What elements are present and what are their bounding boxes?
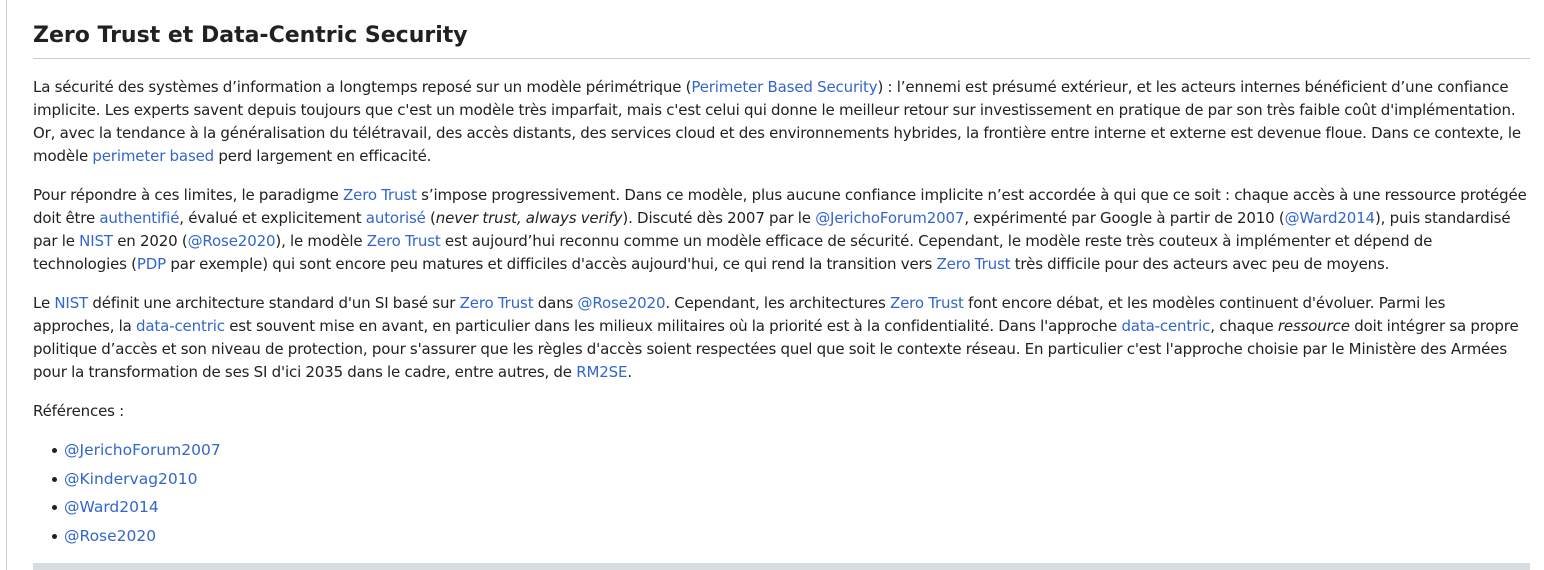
link-autorise[interactable]: autorisé: [365, 209, 426, 227]
link-zero-trust[interactable]: Zero Trust: [343, 186, 417, 204]
text: , chaque: [1210, 317, 1278, 335]
text: Pour répondre à ces limites, le paradigme: [33, 186, 344, 204]
list-item: [64, 496, 1530, 518]
list-item: [64, 468, 1530, 490]
reference-link-jericho-forum-2007[interactable]: @JerichoForum2007: [64, 441, 221, 459]
text: par exemple) qui sont encore peu matures et difficiles d'accès aujourd'hui, ce qui rend la transition vers: [166, 255, 937, 273]
list-item: [64, 439, 1530, 461]
link-rm2se[interactable]: RM2SE: [576, 363, 628, 381]
text: La sécurité des systèmes d’information a longtemps reposé sur un modèle périmétrique (: [33, 78, 692, 96]
link-zero-trust[interactable]: Zero Trust: [366, 232, 441, 250]
text: Le: [33, 294, 55, 312]
bullet-icon: [52, 505, 57, 510]
text: ). Discuté dès 2007 par le: [622, 209, 816, 227]
link-pdp[interactable]: PDP: [136, 255, 167, 273]
reference-link-ward-2014[interactable]: @Ward2014: [64, 498, 159, 517]
list-item: [64, 525, 1530, 547]
references-list: [33, 439, 1530, 547]
paragraph-perimeter: [33, 76, 1530, 168]
bullet-icon: [52, 477, 57, 482]
link-nist[interactable]: NIST: [54, 294, 89, 312]
text: doit intégrer sa propre politique d’accès et son niveau de protection, pour s'assurer que les règles d'accès soient respectées quel que soit le contexte réseau. En particulier c'est l'approche choisie par le Ministère des Armées pour la transformation de ses SI d'ici 2035 dans le cadre, entre autres, de: [33, 317, 1519, 381]
text: .: [627, 363, 632, 381]
bullet-icon: [52, 534, 57, 539]
link-rose-2020[interactable]: @Rose2020: [577, 294, 666, 312]
link-ward-2014[interactable]: @Ward2014: [1284, 209, 1375, 227]
paragraph-data-centric: [33, 292, 1530, 384]
link-nist[interactable]: NIST: [79, 232, 113, 250]
section-divider: [33, 563, 1530, 570]
text: , expérimenté par Google à partir de 2010 (: [964, 209, 1285, 227]
link-data-centric[interactable]: data-centric: [136, 317, 225, 335]
bullet-icon: [52, 448, 57, 453]
text: perd largement en efficacité.: [214, 147, 432, 165]
article-content: [33, 0, 1530, 554]
text: (: [425, 209, 436, 227]
link-zero-trust[interactable]: Zero Trust: [936, 255, 1011, 273]
text: ) : l’ennemi est présumé extérieur, et les acteurs internes bénéficient d’une confiance implicite. Les experts savent depuis toujours que c'est un modèle très imparfait, mais c'est celui qui donne le meilleur retour sur investissement en pratique de par son très faible coût d'implémentation. Or, avec la tendance à la généralisation du télétravail, des accès distants, des services cloud et des environnements hybrides, la frontière entre interne et externe est devenue floue. Dans ce contexte, le modèle: [33, 78, 1521, 165]
emphasis-ressource: ressource: [1277, 317, 1350, 335]
link-rose-2020[interactable]: @Rose2020: [187, 232, 276, 250]
text: ), puis standardisé par le: [33, 209, 1511, 250]
section-heading: Zero Trust et Data-Centric Security: [33, 0, 1530, 59]
text: ), le modèle: [275, 232, 367, 250]
text: définit une architecture standard d'un SI basé sur: [88, 294, 460, 312]
text: s’impose progressivement. Dans ce modèle, plus aucune confiance implicite n’est accordée à qui que ce soit : chaque accès à une ressource protégée doit être: [33, 186, 1527, 227]
text: est souvent mise en avant, en particulier dans les milieux militaires où la priorité est à la confidentialité. Dans l'approche: [224, 317, 1122, 335]
paragraph-zero-trust: [33, 184, 1530, 276]
reference-link-kindervag-2010[interactable]: @Kindervag2010: [64, 469, 198, 488]
emphasis-motto: never trust, always verify: [435, 209, 623, 227]
text: font encore débat, et les modèles continuent d'évoluer. Parmi les approches, la: [33, 294, 1446, 335]
link-zero-trust[interactable]: Zero Trust: [459, 294, 534, 312]
link-authentifie[interactable]: authentifié: [99, 209, 180, 227]
link-jericho-forum-2007[interactable]: @JerichoForum2007: [815, 209, 965, 227]
text: , évalué et explicitement: [179, 209, 366, 227]
references-label: Références :: [33, 402, 125, 420]
text: en 2020 (: [112, 232, 188, 250]
link-perimeter-based[interactable]: perimeter based: [92, 147, 215, 165]
text: est aujourd’hui reconnu comme un modèle efficace de sécurité. Cependant, le modèle reste très couteux à implémenter et dépend de technologies (: [33, 232, 1433, 273]
text: . Cependant, les architectures: [665, 294, 890, 312]
text: très difficile pour des acteurs avec peu de moyens.: [1010, 255, 1390, 273]
reference-link-rose-2020[interactable]: @Rose2020: [64, 527, 157, 546]
link-perimeter-based-security[interactable]: Perimeter Based Security: [691, 78, 878, 96]
link-data-centric[interactable]: data-centric: [1121, 317, 1211, 335]
text: dans: [533, 294, 578, 312]
link-zero-trust[interactable]: Zero Trust: [889, 294, 964, 312]
